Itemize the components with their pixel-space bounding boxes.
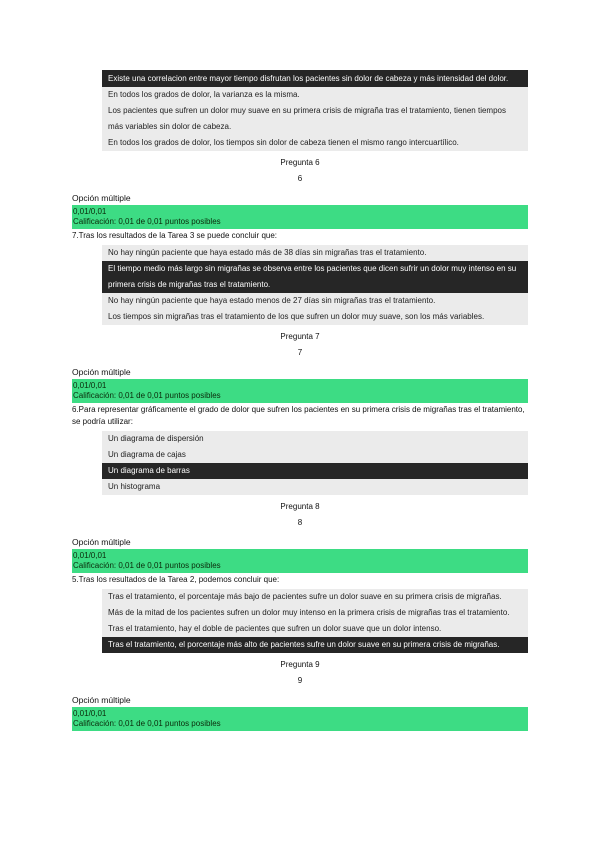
grade-text: Calificación: 0,01 de 0,01 puntos posibles bbox=[73, 391, 221, 400]
grade-text: Calificación: 0,01 de 0,01 puntos posibles bbox=[73, 719, 221, 728]
question-type: Opción múltiple bbox=[72, 695, 131, 705]
score-value: 0,01/0,01 bbox=[73, 381, 107, 390]
score-value: 0,01/0,01 bbox=[73, 709, 107, 718]
answer-option[interactable]: Tras el tratamiento, el porcentaje más bajo de pacientes sufre un dolor suave en su primera crisis de migrañas. bbox=[102, 589, 528, 605]
question-heading: Pregunta 6 bbox=[280, 158, 320, 167]
question-text: 5.Tras los resultados de la Tarea 2, podemos concluir que: bbox=[72, 575, 280, 584]
score-bar bbox=[72, 707, 528, 731]
answer-option[interactable]: Tras el tratamiento, hay el doble de pacientes que sufren un dolor suave que un dolor intenso. bbox=[102, 621, 528, 637]
question-heading: Pregunta 7 bbox=[280, 332, 320, 341]
question-heading: Pregunta 8 bbox=[280, 502, 320, 511]
score-value: 0,01/0,01 bbox=[73, 551, 107, 560]
question-type: Opción múltiple bbox=[72, 537, 131, 547]
grade-text: Calificación: 0,01 de 0,01 puntos posibles bbox=[73, 561, 221, 570]
question-text: 6.Para representar gráficamente el grado de dolor que sufren los pacientes en su primera crisis de migrañas tras el tratamiento, se podría utilizar: bbox=[72, 405, 525, 426]
answer-option-selected[interactable]: Tras el tratamiento, el porcentaje más alto de pacientes sufre un dolor suave en su primera crisis de migrañas. bbox=[102, 637, 528, 653]
answer-option[interactable]: Un diagrama de dispersión bbox=[102, 431, 528, 447]
question-6-options bbox=[72, 245, 528, 325]
answer-option[interactable]: Los tiempos sin migrañas tras el tratamiento de los que sufren un dolor muy suave, son los más variables. bbox=[102, 309, 528, 325]
question-heading: Pregunta 9 bbox=[280, 660, 320, 669]
answer-option-selected[interactable]: El tiempo medio más largo sin migrañas se observa entre los pacientes que dicen sufrir un dolor muy intenso en su primera crisis de migrañas tras el tratamiento. bbox=[102, 261, 528, 293]
question-number: 7 bbox=[297, 348, 303, 357]
score-bar bbox=[72, 205, 528, 229]
answer-option[interactable]: Un diagrama de cajas bbox=[102, 447, 528, 463]
question-text: 7.Tras los resultados de la Tarea 3 se puede concluir que: bbox=[72, 231, 278, 240]
answer-option[interactable]: Los pacientes que sufren un dolor muy suave en su primera crisis de migraña tras el tratamiento, tienen tiempos más variables sin dolor de cabeza. bbox=[102, 103, 528, 135]
question-type: Opción múltiple bbox=[72, 367, 131, 377]
answer-option[interactable]: Un histograma bbox=[102, 479, 528, 495]
answer-option[interactable]: En todos los grados de dolor, la varianza es la misma. bbox=[102, 87, 528, 103]
grade-text: Calificación: 0,01 de 0,01 puntos posibles bbox=[73, 217, 221, 226]
answer-option[interactable]: No hay ningún paciente que haya estado menos de 27 días sin migrañas tras el tratamiento. bbox=[102, 293, 528, 309]
quiz-review bbox=[72, 70, 528, 731]
score-bar bbox=[72, 379, 528, 403]
question-type: Opción múltiple bbox=[72, 193, 131, 203]
question-number: 6 bbox=[297, 174, 303, 183]
answer-option[interactable]: Más de la mitad de los pacientes sufren un dolor muy intenso en la primera crisis de migrañas tras el tratamiento. bbox=[102, 605, 528, 621]
question-7-options bbox=[72, 431, 528, 495]
question-number: 9 bbox=[297, 676, 303, 685]
answer-option[interactable]: En todos los grados de dolor, los tiempos sin dolor de cabeza tienen el mismo rango intercuartílico. bbox=[102, 135, 528, 151]
question-number: 8 bbox=[297, 518, 303, 527]
question-8-options bbox=[72, 589, 528, 653]
score-value: 0,01/0,01 bbox=[73, 207, 107, 216]
answer-option[interactable]: No hay ningún paciente que haya estado más de 38 días sin migrañas tras el tratamiento. bbox=[102, 245, 528, 261]
score-bar bbox=[72, 549, 528, 573]
answer-option-selected[interactable]: Existe una correlacion entre mayor tiempo disfrutan los pacientes sin dolor de cabeza y más intensidad del dolor. bbox=[102, 70, 528, 87]
answer-option-selected[interactable]: Un diagrama de barras bbox=[102, 463, 528, 479]
question-5-options bbox=[72, 70, 528, 151]
